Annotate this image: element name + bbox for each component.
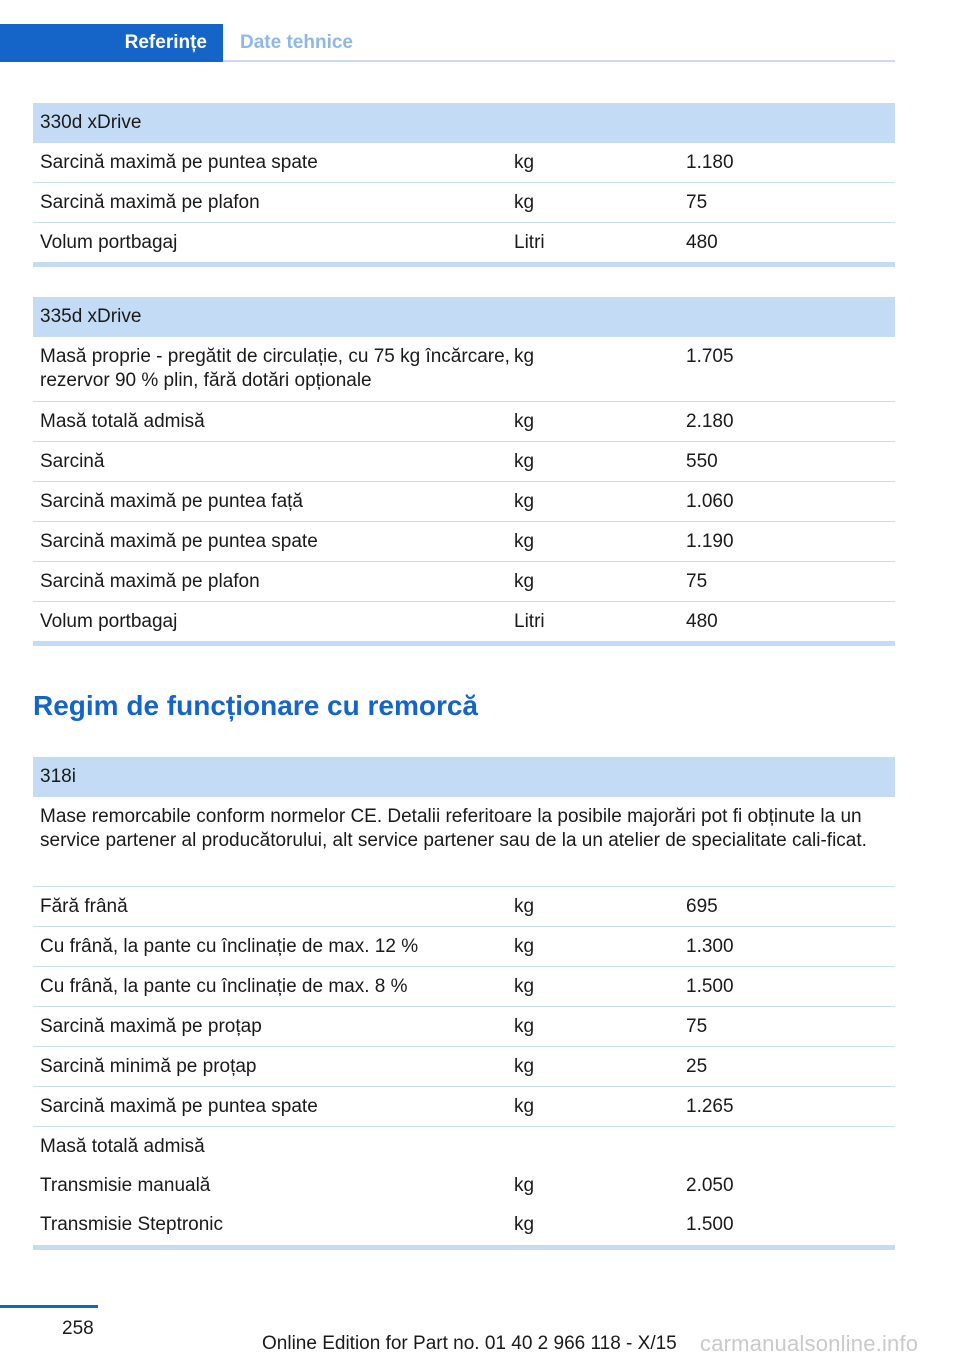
table-row — [33, 1087, 895, 1127]
row-value: 2.050 — [686, 1175, 734, 1196]
row-unit: Litri — [514, 232, 545, 253]
row-label: Masă totală admisă — [40, 1136, 205, 1157]
spec-table-330d — [33, 103, 895, 267]
row-unit: kg — [514, 1096, 535, 1117]
table-row — [33, 602, 895, 641]
row-value: 1.500 — [686, 1214, 734, 1235]
row-label: Sarcină maximă pe plafon — [40, 571, 260, 592]
row-value: 480 — [686, 611, 718, 632]
row-label: Cu frână, la pante cu înclinație de max. 8 % — [40, 976, 408, 997]
table-row — [33, 337, 895, 402]
table-row — [33, 1166, 895, 1205]
row-value: 25 — [686, 1056, 708, 1077]
table-row — [33, 562, 895, 602]
table-row — [33, 522, 895, 562]
row-label: Sarcină maximă pe puntea față — [40, 491, 303, 512]
row-unit: kg — [514, 571, 535, 592]
row-unit: kg — [514, 1214, 535, 1235]
tab-date-tehnice[interactable]: Date tehnice — [240, 32, 353, 53]
section-title: Regim de funcționare cu remorcă — [33, 690, 479, 721]
row-unit: kg — [514, 411, 535, 432]
row-unit: Litri — [514, 611, 545, 632]
table-title: 330d xDrive — [33, 103, 895, 143]
row-unit: kg — [514, 531, 535, 552]
table-note-row — [33, 797, 895, 887]
table-row — [33, 143, 895, 183]
row-label: Volum portbagaj — [40, 232, 178, 253]
edition-text: Online Edition for Part no. 01 40 2 966 118 - X/15 — [262, 1333, 677, 1354]
table-row — [33, 402, 895, 442]
row-label: Masă totală admisă — [40, 411, 205, 432]
spec-table-335d — [33, 297, 895, 646]
table-row — [33, 1127, 895, 1166]
row-value: 2.180 — [686, 411, 734, 432]
row-label: Fără frână — [40, 896, 128, 917]
table-row — [33, 887, 895, 927]
row-label: Transmisie manuală — [40, 1175, 211, 1196]
row-unit: kg — [514, 976, 535, 997]
row-unit: kg — [514, 152, 535, 173]
row-unit: kg — [514, 491, 535, 512]
table-title: 335d xDrive — [33, 297, 895, 337]
row-label: Volum portbagaj — [40, 611, 178, 632]
table-bottom-rule — [33, 641, 895, 646]
table-row — [33, 1007, 895, 1047]
row-label: Transmisie Steptronic — [40, 1214, 224, 1235]
row-value: 695 — [686, 896, 718, 917]
table-row — [33, 927, 895, 967]
row-value: 1.190 — [686, 531, 734, 552]
row-value: 75 — [686, 192, 708, 213]
row-label: Cu frână, la pante cu înclinație de max. 12 % — [40, 936, 419, 957]
row-unit: kg — [514, 936, 535, 957]
row-value: 480 — [686, 232, 718, 253]
row-value: 1.300 — [686, 936, 734, 957]
row-value: 1.060 — [686, 491, 734, 512]
table-row — [33, 482, 895, 522]
row-unit: kg — [514, 192, 535, 213]
row-value: 1.500 — [686, 976, 734, 997]
row-unit: kg — [514, 346, 535, 367]
towing-table-318i — [33, 757, 895, 1250]
row-label: Sarcină maximă pe puntea spate — [40, 152, 318, 173]
row-label: Sarcină maximă pe plafon — [40, 192, 260, 213]
row-label: Sarcină maximă pe proțap — [40, 1016, 262, 1037]
row-value: 1.265 — [686, 1096, 734, 1117]
row-unit: kg — [514, 896, 535, 917]
table-row — [33, 967, 895, 1007]
table-row — [33, 223, 895, 262]
footer-rule — [0, 1305, 98, 1308]
row-unit: kg — [514, 1056, 535, 1077]
row-label: Sarcină maximă pe puntea spate — [40, 1096, 318, 1117]
table-note: Mase remorcabile conform normelor CE. Detalii referitoare la posibile majorări pot fi obținute la un service partener al producătorului, alt service partener sau de la un atelier de specialitate cali-ficat. — [40, 806, 867, 851]
row-value: 550 — [686, 451, 718, 472]
tab-referinte[interactable]: Referințe — [0, 24, 223, 62]
page-header — [0, 24, 895, 62]
row-label: Sarcină maximă pe puntea spate — [40, 531, 318, 552]
row-unit: kg — [514, 1016, 535, 1037]
watermark-text: carmanualsonline.info — [700, 1331, 919, 1356]
row-label: Masă proprie - pregătit de circulație, cu 75 kg încărcare, rezervor 90 % plin, fără dotări opționale — [40, 346, 510, 391]
table-bottom-rule — [33, 262, 895, 267]
table-row — [33, 1047, 895, 1087]
row-value: 1.705 — [686, 346, 734, 367]
table-row — [33, 183, 895, 223]
table-bottom-rule — [33, 1245, 895, 1250]
page-number: 258 — [62, 1318, 94, 1339]
row-label: Sarcină — [40, 451, 105, 472]
table-row — [33, 1205, 895, 1245]
row-label: Sarcină minimă pe proțap — [40, 1056, 257, 1077]
row-value: 1.180 — [686, 152, 734, 173]
row-unit: kg — [514, 451, 535, 472]
row-unit: kg — [514, 1175, 535, 1196]
row-value: 75 — [686, 571, 708, 592]
row-value: 75 — [686, 1016, 708, 1037]
table-row — [33, 442, 895, 482]
table-title: 318i — [33, 757, 895, 797]
